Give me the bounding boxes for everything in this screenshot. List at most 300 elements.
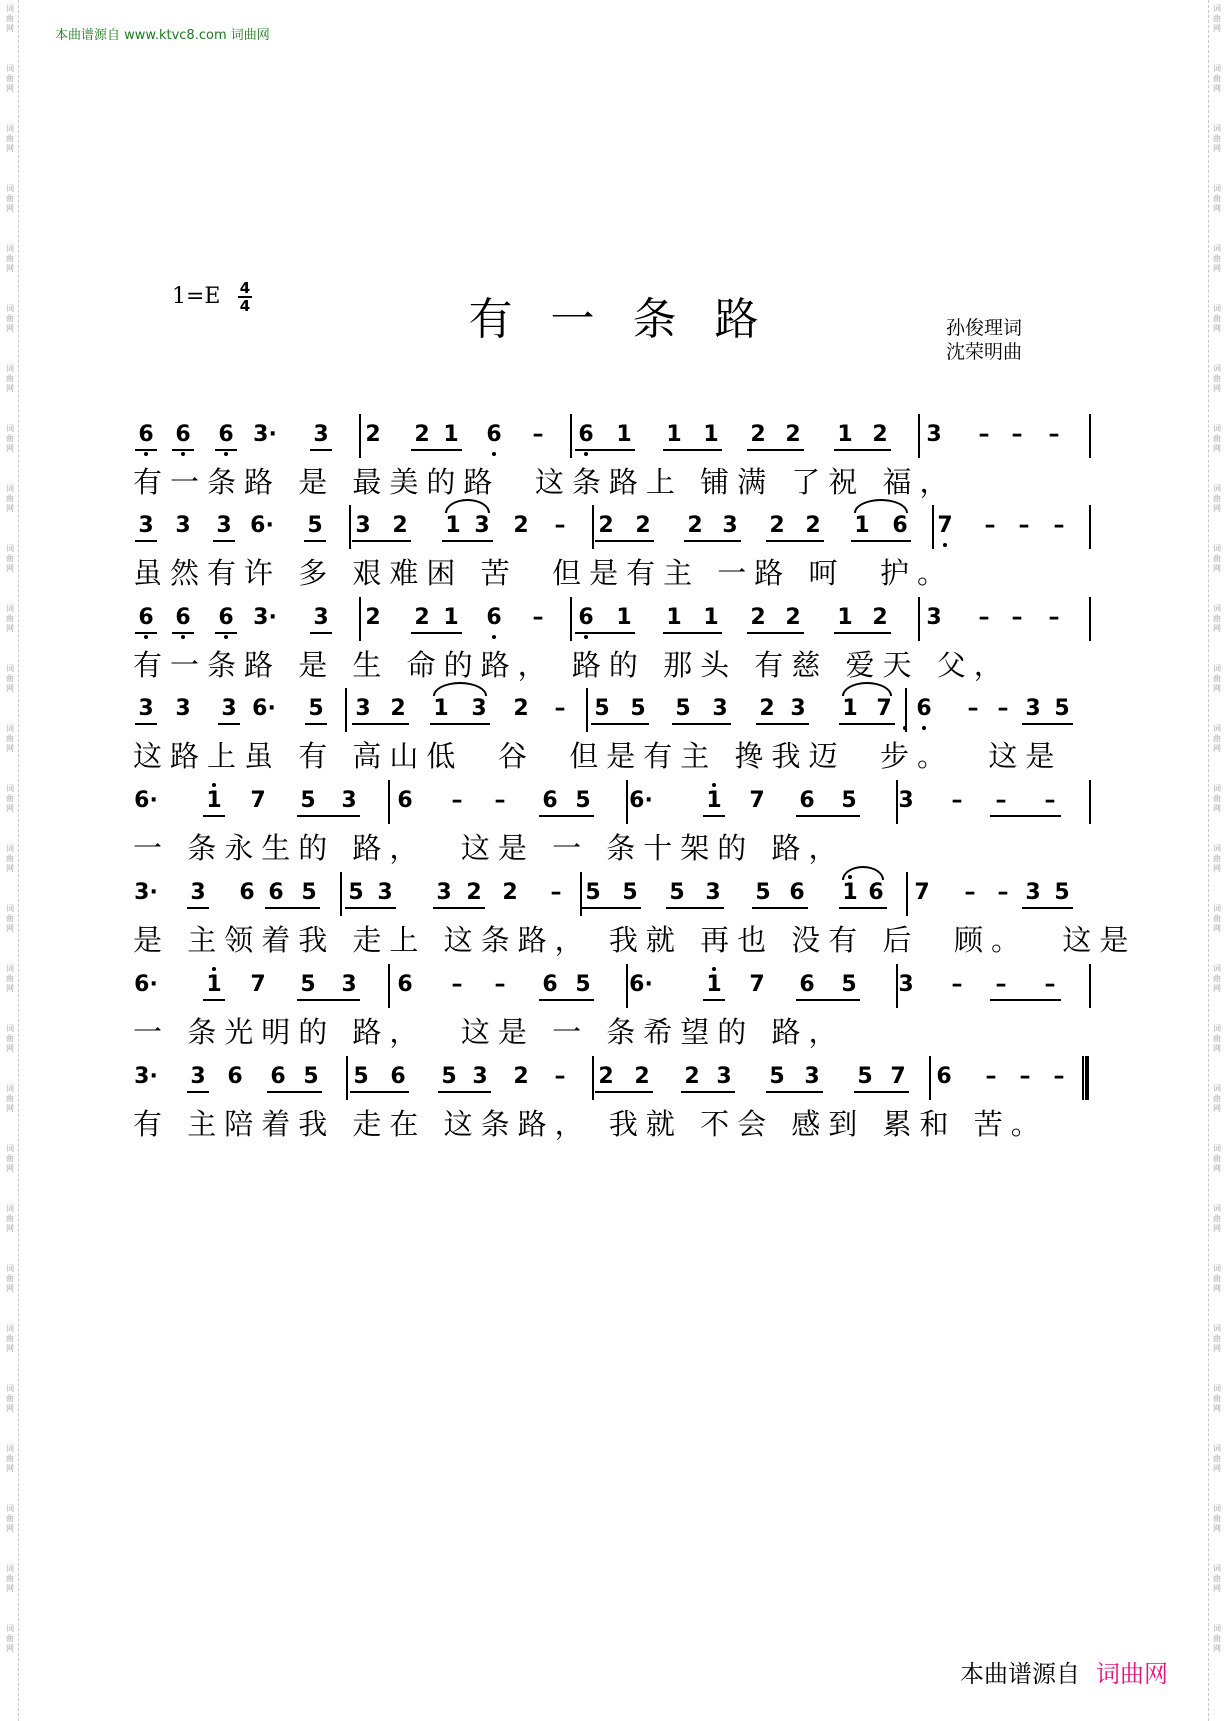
watermark-glyph: 词 曲 网 (1213, 844, 1221, 873)
note: 3 (341, 788, 357, 813)
beam-underline (345, 907, 396, 909)
note: 6 (916, 696, 932, 721)
note: 3 (175, 513, 191, 538)
beam-underline (851, 540, 911, 542)
watermark-glyph: 词 曲 网 (6, 1324, 14, 1353)
note: 5 (307, 513, 323, 538)
beam-underline (672, 723, 731, 725)
watermark-glyph: 词 曲 网 (1213, 1264, 1221, 1293)
sustain-dash: – (984, 513, 996, 538)
beam-underline (575, 449, 635, 451)
beam-underline (796, 815, 860, 817)
footer-source (960, 1654, 1168, 1689)
note: 6 (270, 1064, 286, 1089)
beam-underline (297, 999, 360, 1001)
score-line (0, 1064, 1227, 1156)
watermark-glyph: 词 曲 网 (1213, 1144, 1221, 1173)
beam-underline (187, 1091, 209, 1093)
note: 2 (759, 696, 775, 721)
watermark-glyph: 词 曲 网 (6, 784, 14, 813)
beam-underline (990, 999, 1061, 1001)
sustain-dash: – (1044, 788, 1056, 813)
note: 3 (175, 696, 191, 721)
beam-underline (215, 449, 237, 451)
note: 1 (443, 605, 459, 630)
note: 1 (616, 605, 632, 630)
sustain-dash: – (1019, 1064, 1031, 1089)
note: 3· (253, 422, 277, 447)
note: 1 (433, 696, 449, 721)
note: 5 (669, 880, 685, 905)
note: 5 (857, 1064, 873, 1089)
score-line (0, 788, 1227, 880)
octave-dot-low (492, 635, 496, 639)
lyrics-line: 这路上虽 有 高山低 谷 但是有主 搀我迈 步。 这是 (133, 739, 1063, 773)
watermark-glyph: 词 曲 网 (6, 1144, 14, 1173)
note: 6· (134, 788, 158, 813)
beam-underline (684, 540, 741, 542)
sustain-dash: – (1048, 605, 1060, 630)
sustain-dash: – (967, 696, 979, 721)
sustain-dash: – (1018, 513, 1030, 538)
note: 5 (303, 1064, 319, 1089)
note: 3· (253, 605, 277, 630)
beam-underline (834, 632, 891, 634)
beam-underline (433, 907, 485, 909)
note: 7 (749, 972, 765, 997)
note: 1 (666, 422, 682, 447)
beam-underline (839, 723, 895, 725)
sustain-dash: – (951, 788, 963, 813)
note: 2 (598, 513, 614, 538)
note: 2 (365, 422, 381, 447)
note: 3 (926, 605, 942, 630)
barline (1089, 597, 1091, 641)
watermark-glyph: 词 曲 网 (6, 1084, 14, 1113)
watermark-glyph: 词 曲 网 (1213, 304, 1221, 333)
sustain-dash: – (554, 696, 566, 721)
beam-underline (766, 540, 824, 542)
barline (1089, 414, 1091, 458)
note: 3 (313, 422, 329, 447)
score-line (0, 422, 1227, 514)
sustain-dash: – (1048, 422, 1060, 447)
watermark-glyph: 词 曲 网 (1213, 4, 1221, 33)
sustain-dash: – (985, 1064, 997, 1089)
note: 3 (355, 696, 371, 721)
note: 2 (513, 513, 529, 538)
watermark-glyph: 词 曲 网 (1213, 1564, 1221, 1593)
note: 2 (684, 1064, 700, 1089)
note: 6· (252, 696, 276, 721)
note: 6 (397, 972, 413, 997)
sustain-dash: – (532, 605, 544, 630)
note: 1 (616, 422, 632, 447)
beam-underline (135, 449, 157, 451)
watermark-glyph: 词 曲 网 (1213, 424, 1221, 453)
note: 3 (355, 513, 371, 538)
note: 3 (712, 696, 728, 721)
beam-underline (350, 1091, 409, 1093)
beam-underline (752, 907, 808, 909)
beam-underline (172, 632, 194, 634)
note: 7 (914, 880, 930, 905)
note: 7 (250, 788, 266, 813)
note: 3 (472, 1064, 488, 1089)
sustain-dash: – (1053, 513, 1065, 538)
beam-underline (591, 723, 649, 725)
note: 6 (542, 788, 558, 813)
note: 3 (474, 513, 490, 538)
barline (918, 414, 920, 458)
beam-underline (438, 1091, 491, 1093)
watermark-glyph: 词 曲 网 (6, 304, 14, 333)
note: 3 (722, 513, 738, 538)
note: 5 (441, 1064, 457, 1089)
barline (1089, 780, 1091, 824)
note: 6 (578, 605, 594, 630)
time-signature-top: 4 (239, 279, 251, 297)
sustain-dash: – (494, 972, 506, 997)
note: 1 (842, 880, 858, 905)
time-signature-bottom: 4 (239, 297, 251, 315)
note: 5 (755, 880, 771, 905)
watermark-glyph: 词 曲 网 (6, 64, 14, 93)
note: 7 (250, 972, 266, 997)
note: 5 (300, 972, 316, 997)
note: 2 (513, 1064, 529, 1089)
beam-underline (187, 907, 209, 909)
barline (346, 1056, 348, 1100)
note: 6· (629, 972, 653, 997)
octave-dot-low (584, 452, 588, 456)
note: 6· (629, 788, 653, 813)
octave-dot-low (943, 543, 947, 547)
octave-dot-low (181, 452, 185, 456)
note: 6 (486, 422, 502, 447)
beam-underline (304, 540, 326, 542)
beam-underline (310, 632, 332, 634)
octave-dot-low (144, 635, 148, 639)
note: 6 (175, 605, 191, 630)
beam-underline (582, 907, 641, 909)
beam-underline (747, 449, 804, 451)
note: 5 (300, 788, 316, 813)
note: 2 (513, 696, 529, 721)
note: 3 (898, 972, 914, 997)
watermark-glyph: 词 曲 网 (6, 904, 14, 933)
beam-underline (411, 632, 462, 634)
note: 6 (799, 972, 815, 997)
octave-dot-high (212, 967, 216, 971)
note: 3 (221, 696, 237, 721)
note: 6· (134, 972, 158, 997)
watermark-glyph: 词 曲 网 (1213, 1204, 1221, 1233)
song-title: 有一条路 (468, 294, 797, 345)
beam-underline (213, 540, 235, 542)
beam-underline (135, 540, 157, 542)
note: 7 (890, 1064, 906, 1089)
note: 3 (341, 972, 357, 997)
watermark-glyph: 词 曲 网 (1213, 1444, 1221, 1473)
barline (906, 872, 908, 916)
watermark-glyph: 词 曲 网 (1213, 1384, 1221, 1413)
beam-underline (663, 632, 722, 634)
note: 6 (799, 788, 815, 813)
barline (388, 780, 390, 824)
note: 3 (216, 513, 232, 538)
score-line (0, 972, 1227, 1064)
note: 3 (471, 696, 487, 721)
beam-underline (575, 632, 635, 634)
note: 3· (134, 1064, 158, 1089)
beam-underline (747, 632, 804, 634)
note: 2 (598, 1064, 614, 1089)
barline (918, 597, 920, 641)
barline (1089, 964, 1091, 1008)
beam-underline (352, 540, 411, 542)
note: 6 (175, 422, 191, 447)
octave-dot-low (224, 635, 228, 639)
beam-underline (442, 540, 493, 542)
beam-underline (215, 632, 237, 634)
beam-underline (267, 1091, 322, 1093)
note: 3 (138, 513, 154, 538)
note: 6 (542, 972, 558, 997)
header-source-text: 本曲谱源自 www.ktvc8.com 词曲网 (55, 28, 270, 43)
note: 6 (868, 880, 884, 905)
beam-underline (766, 1091, 823, 1093)
note: 2 (414, 605, 430, 630)
sustain-dash: – (554, 513, 566, 538)
note: 3· (134, 880, 158, 905)
note: 2 (687, 513, 703, 538)
note: 6 (268, 880, 284, 905)
note: 1 (837, 605, 853, 630)
sustain-dash: – (532, 422, 544, 447)
note: 2 (769, 513, 785, 538)
watermark-glyph: 词 曲 网 (6, 484, 14, 513)
sustain-dash: – (550, 880, 562, 905)
sustain-dash: – (1053, 1064, 1065, 1089)
beam-underline (310, 449, 332, 451)
note: 3 (926, 422, 942, 447)
sustain-dash: – (978, 422, 990, 447)
watermark-glyph: 词 曲 网 (1213, 964, 1221, 993)
beam-underline (265, 907, 320, 909)
note: 2 (750, 605, 766, 630)
note: 6· (250, 513, 274, 538)
beam-underline (203, 815, 225, 817)
lyricist-credit: 孙俊理词 (946, 317, 1023, 339)
beam-underline (756, 723, 809, 725)
note: 6 (218, 422, 234, 447)
note: 2 (785, 605, 801, 630)
lyrics-line: 是 主领着我 走上 这条路， 我就 再也 没有 后 顾。 这是 (133, 923, 1137, 957)
barline (345, 688, 347, 732)
note: 5 (841, 972, 857, 997)
note: 5 (575, 788, 591, 813)
note: 6 (138, 422, 154, 447)
watermark-glyph: 词 曲 网 (6, 1504, 14, 1533)
note: 3 (190, 1064, 206, 1089)
octave-dot-high (712, 783, 716, 787)
barline (388, 964, 390, 1008)
watermark-glyph: 词 曲 网 (6, 1204, 14, 1233)
watermark-glyph: 词 曲 网 (6, 964, 14, 993)
note: 5 (675, 696, 691, 721)
beam-underline (703, 999, 725, 1001)
credits (946, 316, 1022, 364)
note: 3 (190, 880, 206, 905)
footer-brand-link[interactable]: 词曲网 (1096, 1660, 1168, 1688)
beam-underline (203, 999, 225, 1001)
note: 2 (365, 605, 381, 630)
watermark-glyph: 词 曲 网 (6, 4, 14, 33)
watermark-glyph: 词 曲 网 (1213, 904, 1221, 933)
watermark-glyph: 词 曲 网 (6, 724, 14, 753)
note: 6 (397, 788, 413, 813)
beam-underline (539, 999, 594, 1001)
sustain-dash: – (1044, 972, 1056, 997)
lyrics-line: 虽然有许 多 艰难困 苦 但是有主 一路 呵 护。 (133, 556, 954, 590)
octave-dot-low (584, 635, 588, 639)
note: 3 (436, 880, 452, 905)
note: 2 (414, 422, 430, 447)
note: 5 (769, 1064, 785, 1089)
composer-credit: 沈荣明曲 (946, 341, 1023, 363)
note: 5 (353, 1064, 369, 1089)
note: 5 (630, 696, 646, 721)
watermark-glyph: 词 曲 网 (6, 664, 14, 693)
note: 3 (804, 1064, 820, 1089)
sustain-dash: – (995, 788, 1007, 813)
beam-underline (218, 723, 240, 725)
watermark-glyph: 词 曲 网 (1213, 244, 1221, 273)
note: 1 (206, 972, 222, 997)
note: 6 (138, 605, 154, 630)
watermark-glyph: 词 曲 网 (6, 1624, 14, 1653)
note: 2 (466, 880, 482, 905)
watermark-glyph: 词 曲 网 (6, 1444, 14, 1473)
sustain-dash: – (978, 605, 990, 630)
beam-underline (854, 1091, 909, 1093)
beam-underline (352, 723, 409, 725)
lyrics-line: 一 条光明的 路， 这是 一 条希望的 路， (133, 1015, 846, 1049)
note: 2 (390, 696, 406, 721)
barline (626, 964, 628, 1008)
final-barline (1082, 1056, 1089, 1100)
beam-underline (796, 999, 860, 1001)
beam-underline (1022, 723, 1073, 725)
octave-dot-low (492, 452, 496, 456)
barline (586, 688, 588, 732)
score-line (0, 513, 1227, 605)
note: 3 (377, 880, 393, 905)
sustain-dash: – (554, 1064, 566, 1089)
note: 2 (502, 880, 518, 905)
watermark-glyph: 词 曲 网 (6, 184, 14, 213)
note: 2 (785, 422, 801, 447)
note: 6 (789, 880, 805, 905)
watermark-glyph: 词 曲 网 (1213, 1624, 1221, 1653)
watermark-glyph: 词 曲 网 (1213, 604, 1221, 633)
sustain-dash: – (494, 788, 506, 813)
note: 1 (842, 696, 858, 721)
note: 1 (666, 605, 682, 630)
beam-underline (411, 449, 462, 451)
note: 2 (750, 422, 766, 447)
watermark-glyph: 词 曲 网 (1213, 364, 1221, 393)
barline (626, 780, 628, 824)
note: 5 (1054, 880, 1070, 905)
note: 2 (635, 513, 651, 538)
note: 3 (1025, 880, 1041, 905)
beam-underline (1022, 907, 1073, 909)
watermark-glyph: 词 曲 网 (1213, 484, 1221, 513)
lyrics-line: 有 主陪着我 走在 这条路， 我就 不会 感到 累和 苦。 (133, 1107, 1048, 1141)
note: 5 (585, 880, 601, 905)
beam-underline (430, 723, 490, 725)
octave-dot-low (903, 726, 907, 730)
note: 1 (703, 422, 719, 447)
octave-dot-high (212, 783, 216, 787)
watermark-glyph: 词 曲 网 (6, 1264, 14, 1293)
barline (929, 1056, 931, 1100)
octave-dot-low (224, 452, 228, 456)
note: 6 (936, 1064, 952, 1089)
note: 7 (876, 696, 892, 721)
beam-underline (305, 723, 327, 725)
beam-underline (990, 815, 1061, 817)
note: 2 (634, 1064, 650, 1089)
sustain-dash: – (1011, 422, 1023, 447)
sustain-dash: – (995, 972, 1007, 997)
barline (340, 872, 342, 916)
note: 2 (805, 513, 821, 538)
octave-dot-low (922, 726, 926, 730)
watermark-glyph: 词 曲 网 (6, 424, 14, 453)
beam-underline (135, 632, 157, 634)
watermark-glyph: 词 曲 网 (6, 1384, 14, 1413)
note: 3 (898, 788, 914, 813)
note: 5 (1054, 696, 1070, 721)
note: 6 (486, 605, 502, 630)
note: 6 (390, 1064, 406, 1089)
octave-dot-low (144, 452, 148, 456)
note: 6 (578, 422, 594, 447)
sustain-dash: – (964, 880, 976, 905)
note: 2 (392, 513, 408, 538)
watermark-glyph: 词 曲 网 (6, 544, 14, 573)
barline (570, 414, 572, 458)
watermark-glyph: 词 曲 网 (6, 244, 14, 273)
footer-source-label: 本曲谱源自 (960, 1660, 1080, 1688)
note: 1 (445, 513, 461, 538)
watermark-glyph: 词 曲 网 (6, 364, 14, 393)
watermark-glyph: 词 曲 网 (6, 1024, 14, 1053)
beam-underline (297, 815, 360, 817)
lyrics-line: 有一条路 是 最美的路 这条路上 铺满 了祝 福， (133, 465, 957, 499)
note: 1 (854, 513, 870, 538)
note: 5 (594, 696, 610, 721)
note: 2 (872, 422, 888, 447)
watermark-glyph: 词 曲 网 (1213, 1024, 1221, 1053)
score-line (0, 880, 1227, 972)
beam-underline (666, 907, 724, 909)
note: 6 (239, 880, 255, 905)
watermark-glyph: 词 曲 网 (1213, 544, 1221, 573)
